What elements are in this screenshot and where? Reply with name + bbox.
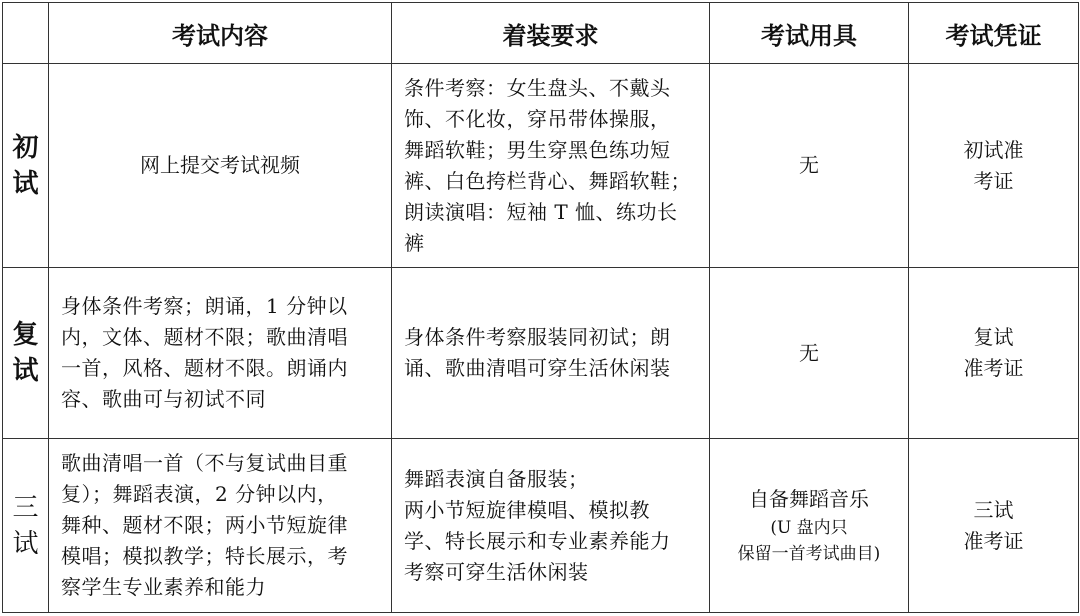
tools-note-text: 保留一首考试曲目) [737, 544, 881, 564]
stage-char: 复 [12, 320, 39, 350]
tools-text: 无 [799, 153, 819, 177]
attire-cell [392, 64, 710, 268]
exam-content-text: 舞种、题材不限；两小节短旋律 [61, 513, 348, 537]
exam-content-text: 网上提交考试视频 [140, 153, 300, 177]
credential-text: 初试准 [963, 137, 1024, 162]
exam-content-text: 一首，风格、题材不限。朗诵内 [61, 356, 348, 380]
credential-text: 准考证 [963, 356, 1024, 380]
attire-cell [392, 268, 710, 439]
stage-char: 试 [12, 356, 39, 386]
credential-cell [909, 268, 1079, 439]
stage-char: 试 [12, 168, 39, 199]
header-exam-content: 考试内容 [49, 3, 392, 64]
attire-text: 裤、白色挎栏背心、舞蹈软鞋； [404, 168, 691, 193]
header-tools: 考试用具 [710, 3, 909, 64]
credential-text: 考证 [973, 168, 1014, 193]
attire-text: 舞蹈表演自备服装； [404, 466, 589, 491]
header-credential: 考试凭证 [909, 3, 1079, 64]
exam-content-cell [49, 439, 392, 613]
header-attire: 着装要求 [392, 3, 710, 64]
attire-text: 诵、歌曲清唱可穿生活休闲装 [404, 356, 671, 380]
exam-content-text: 模唱；模拟教学；特长展示，考 [61, 544, 348, 568]
attire-text: 饰、不化妆，穿吊带体操服， [404, 106, 671, 131]
attire-text: 裤 [404, 230, 425, 255]
attire-text: 身体条件考察服装同初试；朗 [404, 325, 671, 349]
exam-content-cell [49, 268, 392, 439]
stage-char: 试 [12, 528, 39, 559]
header-row [3, 3, 1079, 64]
stage-label-first [3, 64, 49, 268]
exam-content-text: 容、歌曲可与初试不同 [61, 387, 266, 411]
stage-label-second [3, 268, 49, 439]
exam-content-cell [49, 64, 392, 268]
tools-cell [710, 439, 909, 613]
table-row-second-round [3, 268, 1079, 439]
attire-text: 朗读演唱：短袖 T 恤、练功长 [404, 199, 678, 224]
stage-label-third [3, 439, 49, 613]
attire-text: 条件考察：女生盘头、不戴头 [404, 75, 671, 100]
exam-content-text: 复）；舞蹈表演，2 分钟以内， [61, 482, 338, 506]
stage-char: 三 [12, 492, 39, 523]
table-row-third-round [3, 439, 1079, 613]
tools-cell [710, 64, 909, 268]
credential-text: 复试 [973, 325, 1014, 349]
tools-cell [710, 268, 909, 439]
header-stage-blank [3, 3, 49, 64]
exam-content-text: 内，文体、题材不限；歌曲清唱 [61, 325, 348, 349]
attire-cell [392, 439, 710, 613]
tools-text: 自备舞蹈音乐 [749, 487, 869, 511]
exam-content-text: 身体条件考察；朗诵，1 分钟以 [61, 294, 348, 318]
stage-char: 初 [12, 132, 39, 163]
credential-text: 三试 [973, 497, 1014, 522]
attire-text: 两小节短旋律模唱、模拟教 [404, 497, 650, 522]
attire-text: 舞蹈软鞋；男生穿黑色练功短 [404, 137, 671, 162]
tools-text: 无 [799, 340, 819, 365]
exam-requirements-table [2, 2, 1079, 613]
attire-text: 学、特长展示和专业素养能力 [404, 528, 671, 553]
credential-text: 准考证 [963, 528, 1024, 553]
credential-cell [909, 64, 1079, 268]
exam-content-text: 察学生专业素养和能力 [61, 575, 266, 599]
credential-cell [909, 439, 1079, 613]
tools-note-text: (U 盘内只 [770, 518, 848, 538]
attire-text: 考察可穿生活休闲装 [404, 559, 589, 584]
exam-content-text: 歌曲清唱一首（不与复试曲目重 [61, 451, 348, 475]
table-row-first-round [3, 64, 1079, 268]
